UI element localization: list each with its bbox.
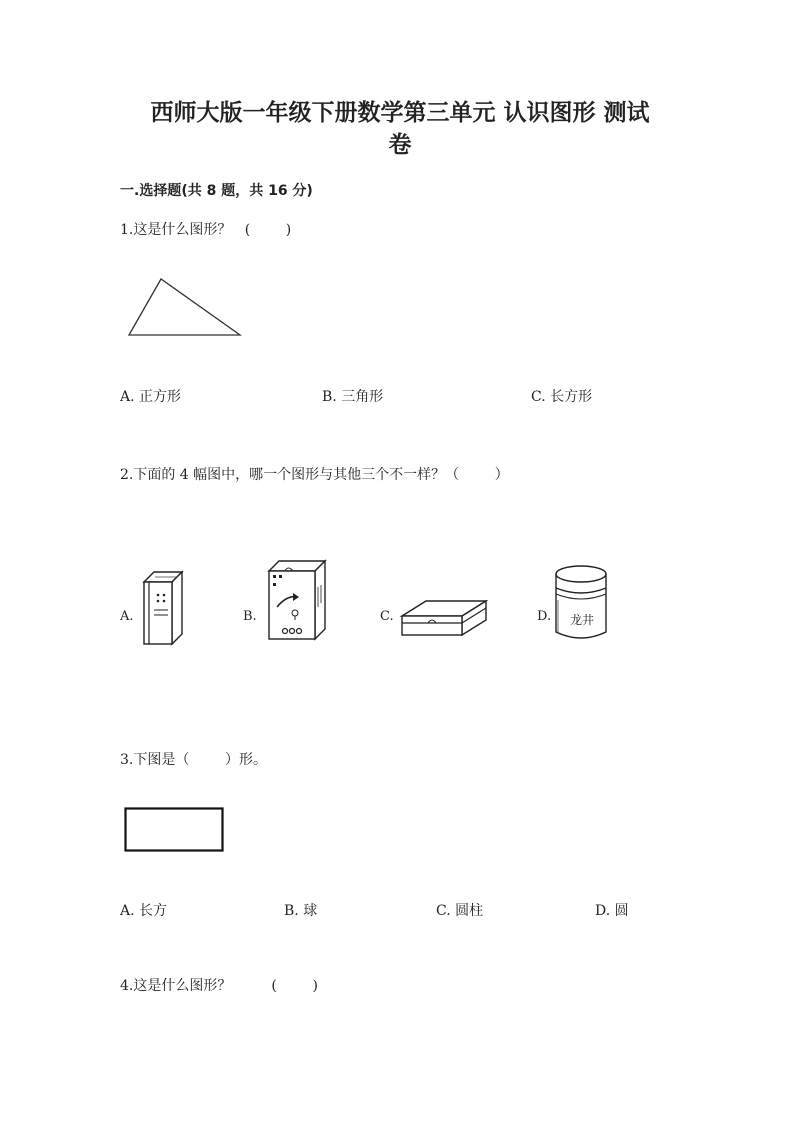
- jar-label-text: 龙井: [570, 613, 595, 627]
- flat-box-figure: [398, 598, 490, 640]
- triangle-figure: [125, 274, 245, 340]
- jar-figure: [550, 560, 612, 644]
- question-2-label-c[interactable]: C.: [380, 609, 394, 624]
- rectangle-figure: [124, 807, 224, 853]
- question-1-option-c[interactable]: C. 长方形: [531, 389, 593, 405]
- section-heading: 一.选择题(共 8 题，共 16 分): [120, 183, 313, 199]
- page-title-line2: 卷: [388, 131, 412, 158]
- question-3-option-c[interactable]: C. 圆柱: [436, 903, 484, 919]
- question-1-text: 1.这是什么图形？ ( ): [120, 222, 292, 238]
- question-1-option-b[interactable]: B. 三角形: [322, 389, 384, 405]
- box-figure: [263, 557, 329, 643]
- question-3-option-d[interactable]: D. 圆: [595, 903, 629, 919]
- question-1-option-a[interactable]: A. 正方形: [120, 389, 182, 405]
- question-2-label-d[interactable]: D.: [537, 609, 552, 624]
- question-2-label-b[interactable]: B.: [243, 609, 257, 624]
- book-figure: [140, 568, 188, 648]
- question-3-text: 3.下图是（ ）形。: [120, 752, 267, 768]
- question-3-option-b[interactable]: B. 球: [284, 903, 318, 919]
- question-2-label-a[interactable]: A.: [120, 609, 134, 624]
- question-4-text: 4.这是什么图形？ ( ): [120, 978, 318, 994]
- question-2-text: 2.下面的 4 幅图中，哪一个图形与其他三个不一样？（ ）: [120, 467, 509, 483]
- page-title-line1: 西师大版一年级下册数学第三单元 认识图形 测试: [150, 99, 650, 126]
- question-3-option-a[interactable]: A. 长方: [120, 903, 168, 919]
